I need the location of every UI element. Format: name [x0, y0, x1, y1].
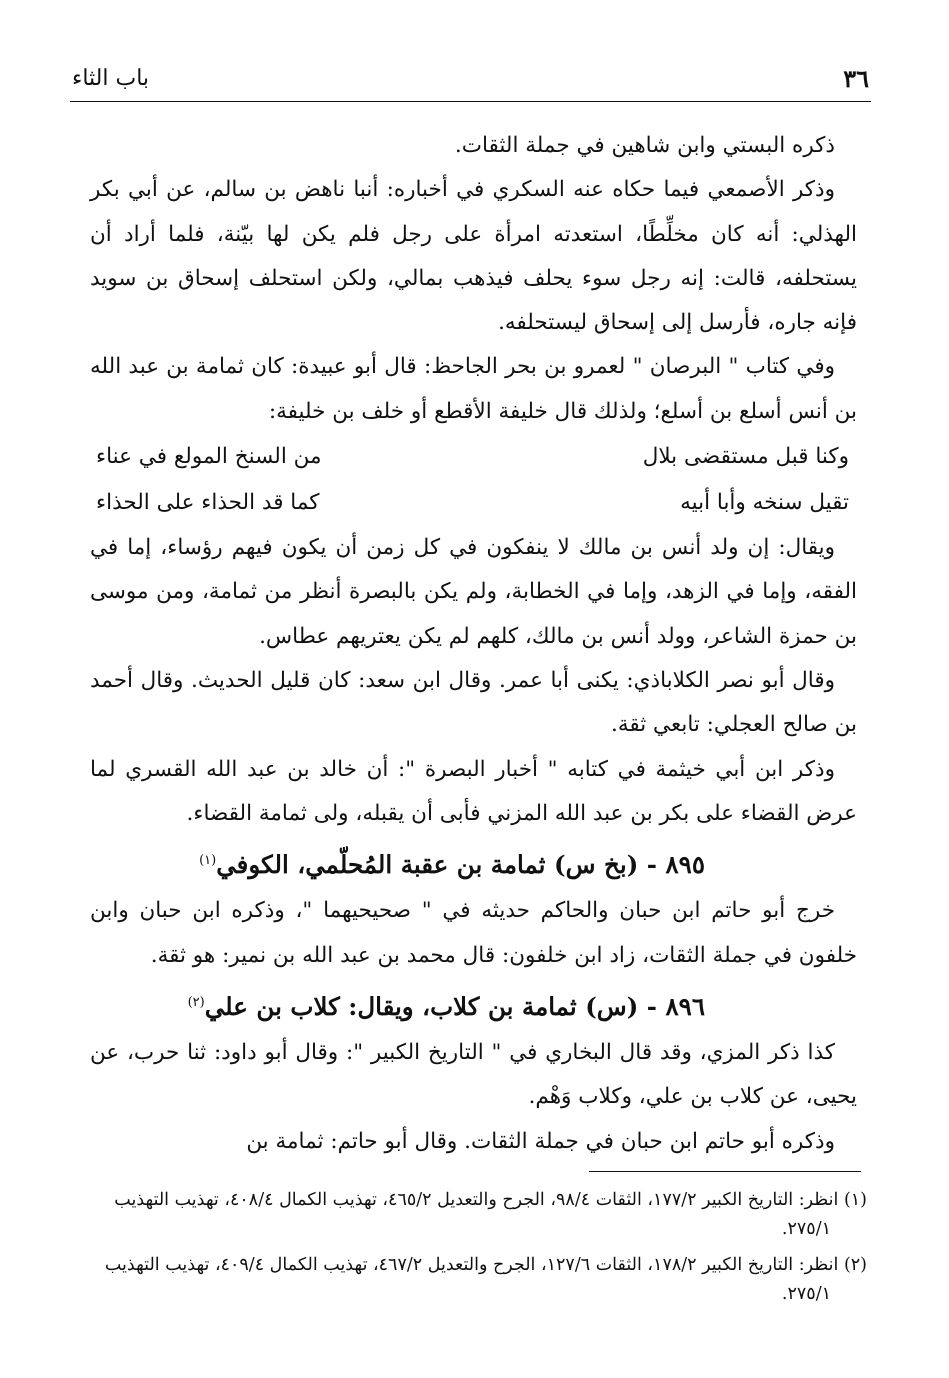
page-number: ٣٦: [843, 63, 869, 93]
entry-heading: [90, 836, 857, 889]
paragraph: وذكر ابن أبي خيثمة في كتابه " أخبار البصرة ": أن خالد بن عبد الله القسري لما عرض القضاء على بكر بن عبد الله المزني فأبى أن يقبله، ولى ثمامة القضاء.: [90, 756, 857, 826]
paragraph: ويقال: إن ولد أنس بن مالك لا ينفكون في كل زمن أن يكون فيهم رؤساء، إما في الفقه، وإما في الزهد، وإما في الخطابة، ولم يكن بالبصرة أنظر من ثمامة، ومن موسى بن حمزة الشاعر، وولد أنس بن مالك، كلهم لم يكن يعتريهم عطاس.: [90, 535, 857, 649]
entry-heading: [90, 978, 857, 1031]
footnote: (١) انظر: التاريخ الكبير ١٧٧/٢، الثقات ٩٨/٤، الجرح والتعديل ٤٦٥/٢، تهذيب الكمال ٤٠٨/٤، تهذيب التهذيب ٢٧٥/١.: [114, 1190, 867, 1239]
verse-hemistich: من السنخ المولع في عناء: [96, 444, 322, 470]
footnote-marker[interactable]: (٢): [187, 994, 205, 1010]
paragraph: وقال أبو نصر الكلاباذي: يكنى أبا عمر. وقال ابن سعد: كان قليل الحديث. وقال أحمد بن صالح العجلي: تابعي ثقة.: [90, 667, 857, 738]
footnote-marker[interactable]: (١): [199, 853, 217, 869]
paragraph: وذكره أبو حاتم ابن حبان في جملة الثقات. وقال أبو حاتم: ثمامة بن: [246, 1128, 835, 1154]
paragraph: وفي كتاب " البرصان " لعمرو بن بحر الجاحظ: قال أبو عبيدة: كان ثمامة بن عبد الله بن أنس أسلع بن أسلع؛ ولذلك قال خليفة الأقطع أو خلف بن خليفة:: [90, 354, 857, 424]
verse-hemistich: وكنا قبل مستقضى بلال: [642, 444, 849, 470]
verse-line: [90, 434, 857, 480]
paragraph: وذكر الأصمعي فيما حكاه عنه السكري في أخباره: أنبا ناهض بن سالم، عن أبي بكر الهذلي: أنه كان مخلِّطًا، استعدته امرأة على رجل فلم يكن لها بيّنة، فلما أراد أن يستحلفه، قالت: إنه رجل سوء يحلف فيذهب بمالي، ولكن استحلف إسحاق بن سويد فإنه جاره، فأرسل إلى إسحاق ليستحلفه.: [90, 177, 857, 336]
entry-title: ٨٩٥ - (بخ س) ثمامة بن عقبة المُحلّمي، الكوفي: [216, 850, 705, 880]
paragraph: ذكره البستي وابن شاهين في جملة الثقات.: [454, 133, 835, 158]
verse-hemistich: تقيل سنخه وأبا أبيه: [680, 490, 849, 516]
running-header: [72, 60, 869, 96]
paragraph: خرج أبو حاتم ابن حبان والحاكم حديثه في " صحيحيهما "، وذكره ابن حبان وابن خلفون في جملة الثقات، زاد ابن خلفون: قال محمد بن عبد الله بن نمير: هو ثقة.: [90, 898, 857, 968]
entry-title: ٨٩٦ - (س) ثمامة بن كلاب، ويقال: كلاب بن علي: [204, 992, 705, 1022]
footnote: (٢) انظر: التاريخ الكبير ١٧٨/٢، الثقات ١٢٧/٦، الجرح والتعديل ٤٦٧/٢، تهذيب الكمال ٤٠٩/٤، تهذيب التهذيب ٢٧٥/١.: [104, 1255, 867, 1304]
main-text: [90, 124, 857, 1164]
header-rule: [70, 101, 871, 102]
footnotes: [88, 1186, 867, 1316]
footnote-rule: [589, 1171, 861, 1172]
verse-hemistich: كما قد الحذاء على الحذاء: [96, 490, 320, 516]
verse-line: [90, 480, 857, 526]
section-title: باب الثاء: [72, 65, 150, 91]
paragraph: كذا ذكر المزي، وقد قال البخاري في " التاريخ الكبير ": وقال أبو داود: ثنا حرب، عن يحيى، عن كلاب بن علي، وكلاب وَهْم.: [90, 1040, 857, 1110]
